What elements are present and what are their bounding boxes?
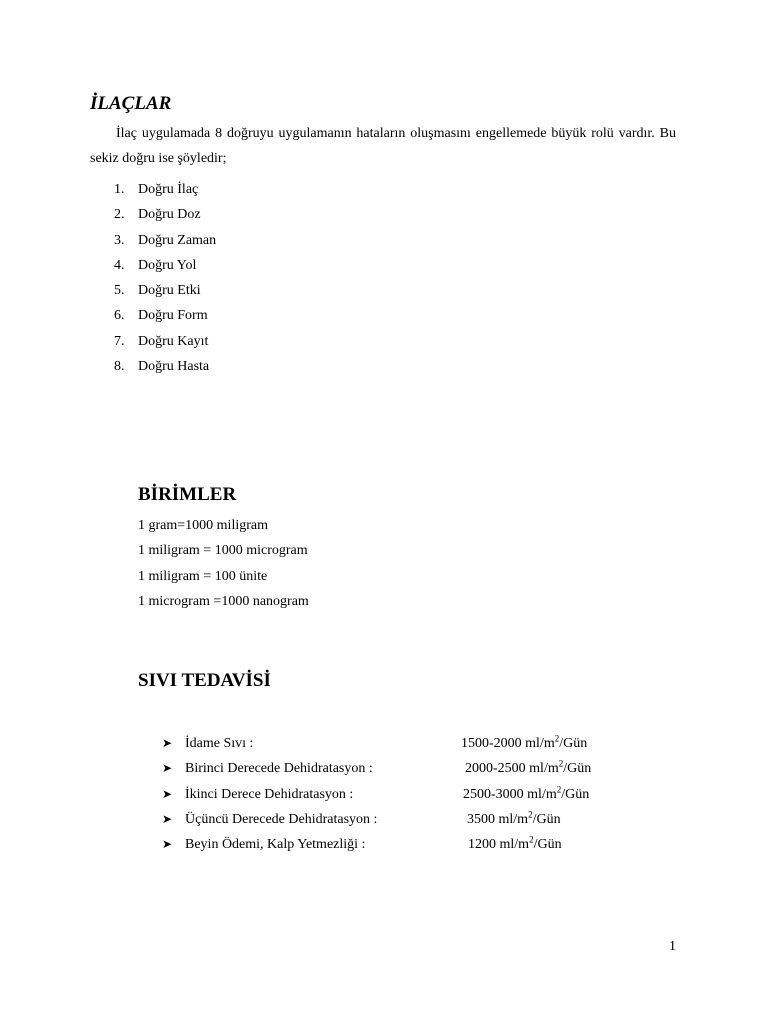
fluid-row	[162, 832, 662, 857]
list-item-text: Doğru Etki	[138, 283, 201, 299]
arrowhead-bullet-icon: ➤	[162, 761, 173, 776]
eight-rights-list	[114, 177, 216, 379]
fluid-row	[162, 731, 662, 756]
fluid-therapy-list	[162, 731, 662, 857]
fluid-label: İdame Sıvı :	[185, 736, 254, 751]
fluid-row	[162, 807, 662, 832]
fluid-value: 2500-3000 $ml/m^2$/Gün	[463, 783, 590, 802]
list-item-text: Doğru Hasta	[138, 359, 210, 375]
unit-line: 1 gram=1000 miligram	[138, 518, 268, 533]
list-item-text: Doğru Doz	[138, 207, 201, 223]
section-title-birimler: BİRİMLER	[138, 484, 237, 505]
list-item	[114, 202, 216, 227]
list-item-number: 1.	[114, 182, 125, 197]
fluid-label: Beyin Ödemi, Kalp Yetmezliği :	[185, 837, 366, 853]
fluid-label: Üçüncü Derecede Dehidratasyon :	[185, 811, 378, 827]
fluid-label: İkinci Derece Dehidratasyon :	[185, 786, 354, 802]
list-item-text: Doğru Form	[138, 308, 208, 324]
list-item	[114, 253, 216, 278]
intro-paragraph-text: İlaç uygulamada 8 doğruyu uygulamanın hataların oluşmasını engellemede büyük rolü vardır. Bu sekiz doğru ise şöyledir;	[90, 126, 676, 166]
unit-conversions	[138, 513, 309, 614]
list-item-text: Doğru İlaç	[138, 182, 199, 197]
list-item-number: 5.	[114, 283, 125, 299]
section-title-ilaclar: İLAÇLAR	[90, 93, 172, 114]
list-item-number: 3.	[114, 232, 125, 248]
list-item-number: 7.	[114, 333, 125, 349]
arrowhead-bullet-icon: ➤	[162, 736, 173, 750]
page-number: 1	[669, 939, 676, 954]
list-item	[114, 177, 216, 202]
arrowhead-bullet-icon: ➤	[162, 786, 173, 801]
fluid-row	[162, 782, 662, 807]
list-item-number: 4.	[114, 257, 125, 273]
list-item	[114, 278, 216, 303]
list-item-number: 2.	[114, 207, 125, 223]
fluid-value: 1200 $ml/m^2$/Gün	[468, 834, 562, 853]
section-title-sivi-tedavisi: SIVI TEDAVİSİ	[138, 670, 271, 691]
list-item-text: Doğru Yol	[138, 257, 197, 273]
list-item-text: Doğru Zaman	[138, 232, 217, 248]
fluid-label: Birinci Derecede Dehidratasyon :	[185, 761, 373, 777]
fluid-row	[162, 756, 662, 781]
fluid-value: 1500-2000 $ml/m^2$/Gün	[461, 733, 588, 751]
list-item	[114, 303, 216, 328]
list-item	[114, 329, 216, 354]
unit-line: 1 microgram =1000 nanogram	[138, 593, 309, 609]
list-item	[114, 228, 216, 253]
unit-line: 1 miligram = 100 ünite	[138, 568, 268, 584]
list-item-number: 6.	[114, 308, 125, 324]
arrowhead-bullet-icon: ➤	[162, 837, 173, 852]
arrowhead-bullet-icon: ➤	[162, 811, 173, 826]
fluid-value: 2000-2500 $ml/m^2$/Gün	[465, 758, 592, 777]
fluid-value: 3500 $ml/m^2$/Gün	[467, 809, 561, 827]
list-item-number: 8.	[114, 359, 125, 375]
list-item-text: Doğru Kayıt	[138, 333, 209, 349]
intro-paragraph	[90, 121, 676, 171]
unit-line: 1 miligram = 1000 microgram	[138, 543, 308, 559]
list-item	[114, 354, 216, 379]
